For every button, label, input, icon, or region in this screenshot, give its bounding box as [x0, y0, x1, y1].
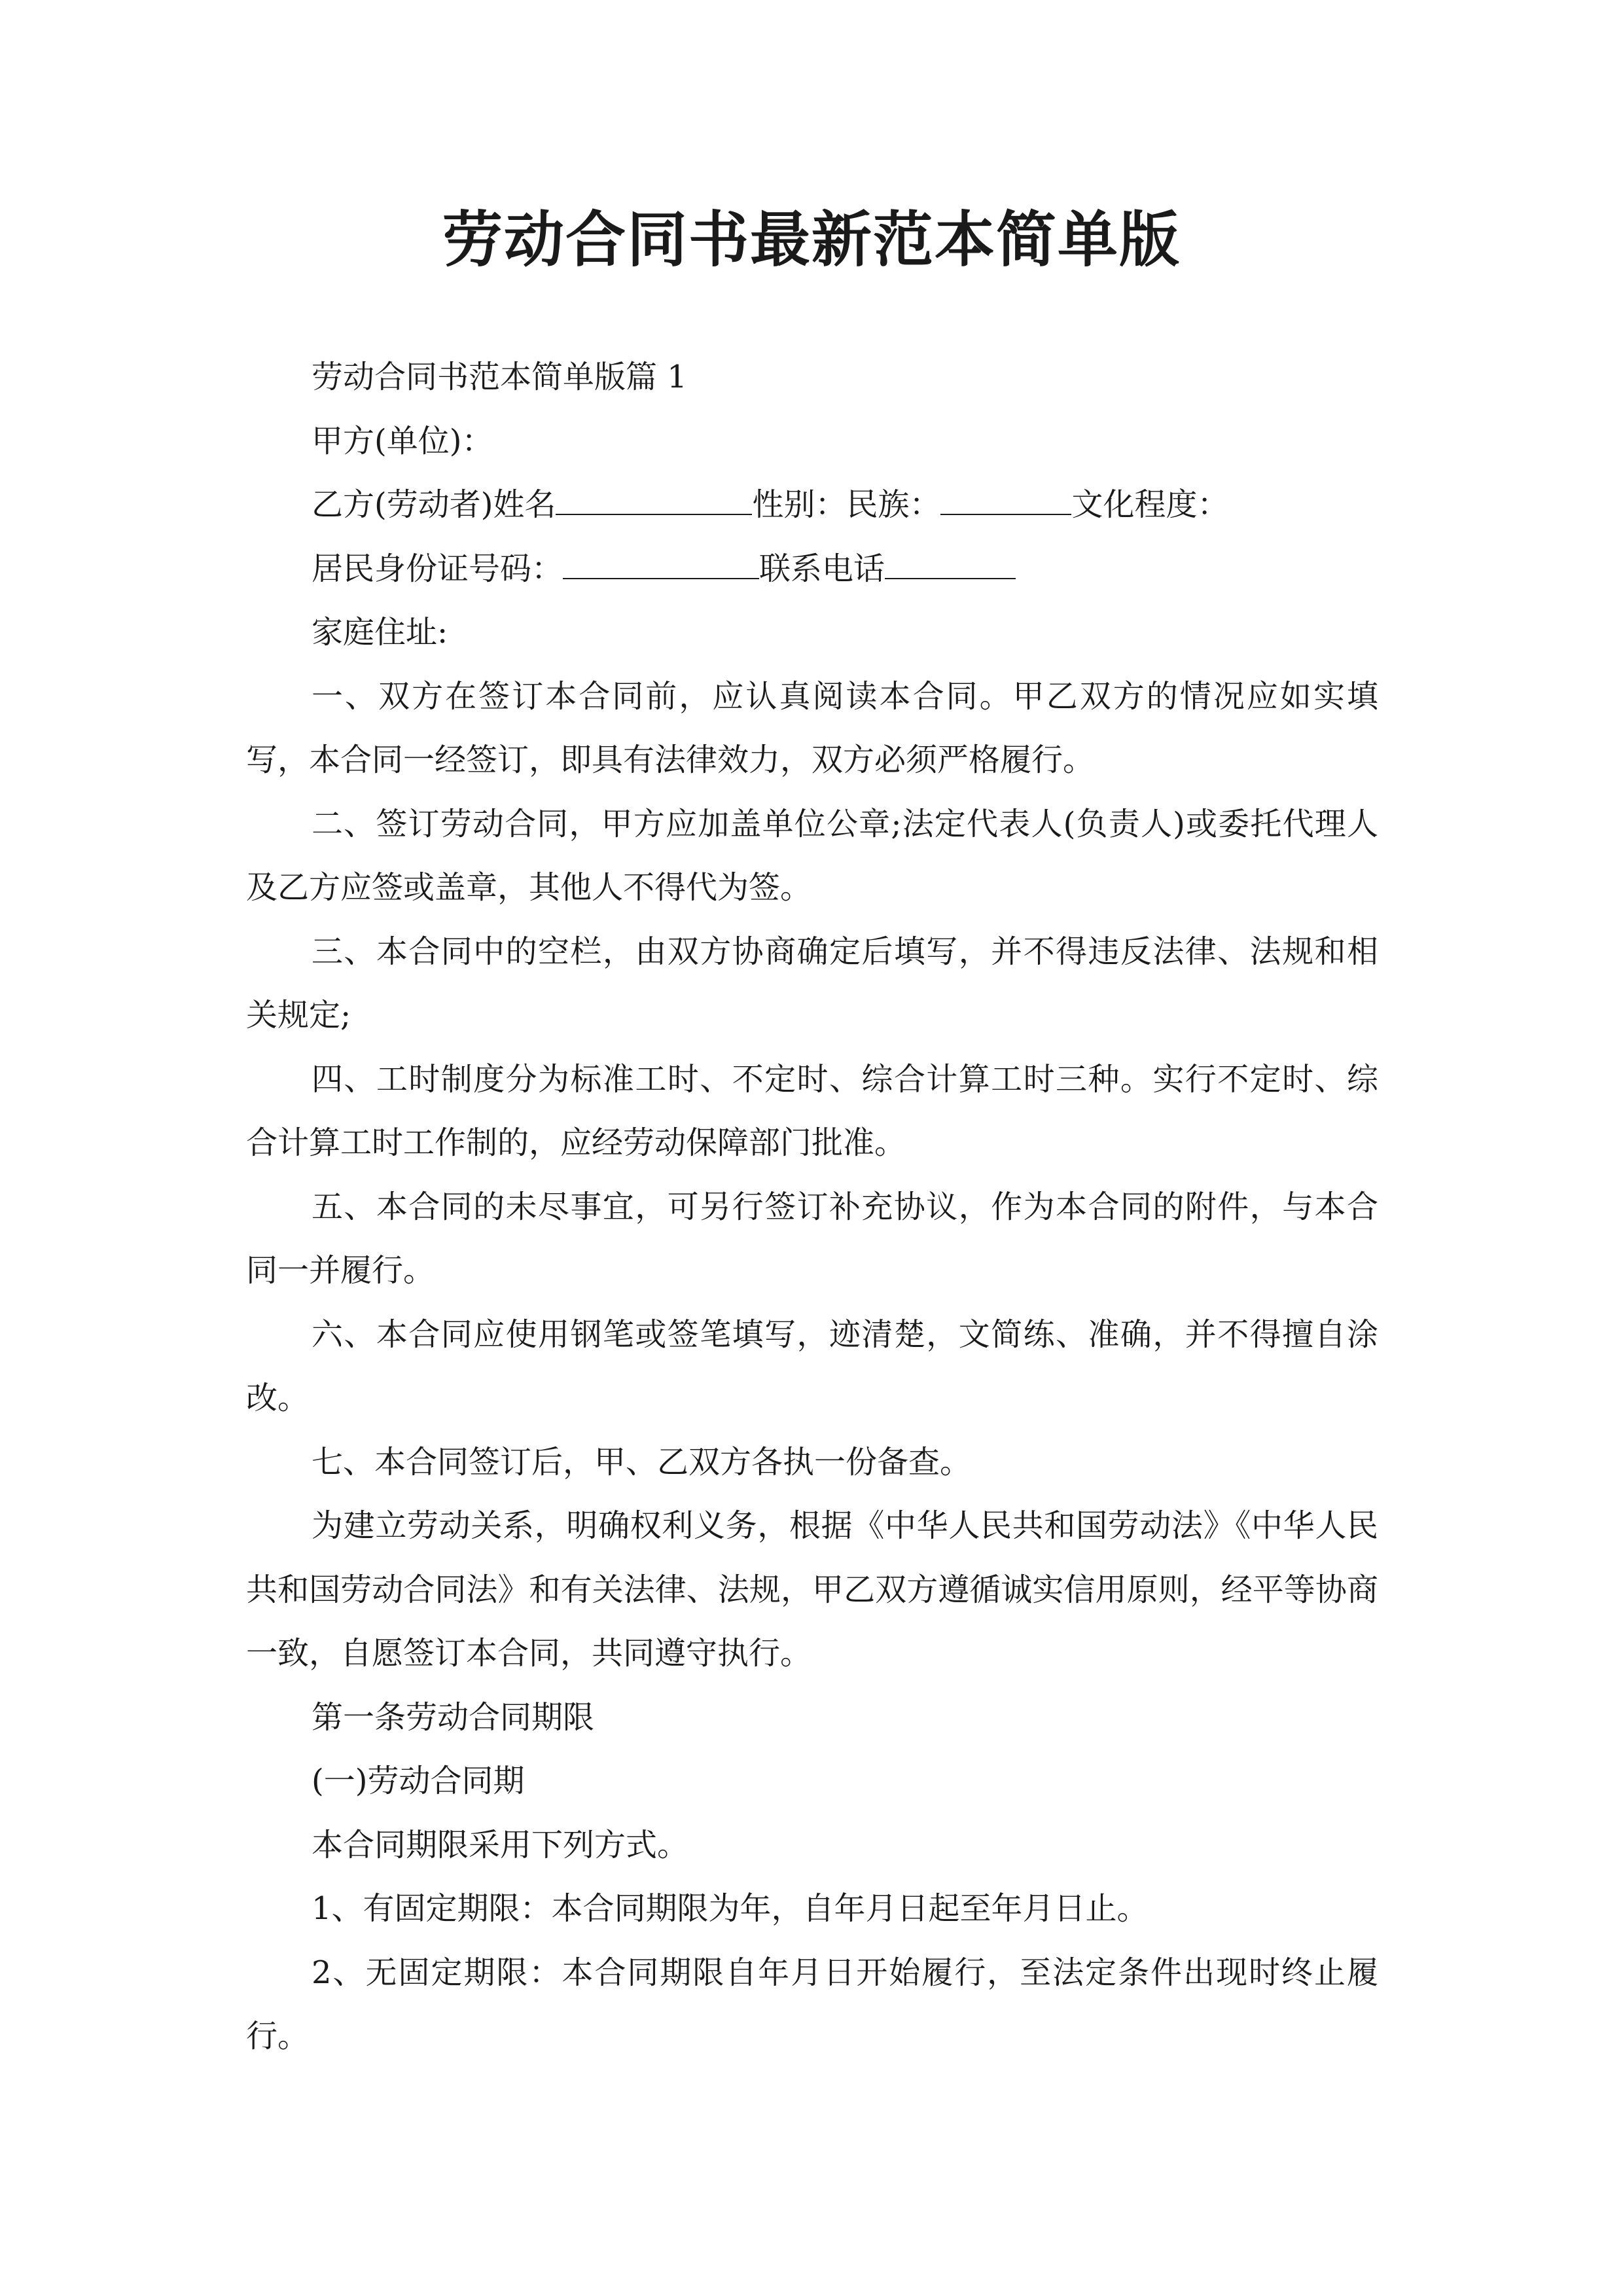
address-line: 家庭住址:	[312, 614, 448, 651]
name-blank	[556, 476, 752, 515]
article-item: 1、有固定期限：本合同期限为年，自年月日起至年月日止。	[312, 1890, 1149, 1927]
party-b-gender-label: 性别：民族：	[752, 486, 941, 523]
party-b-line	[246, 473, 1378, 537]
article-section: (一)劳动合同期	[312, 1763, 525, 1799]
id-number-label: 居民身份证号码：	[312, 550, 563, 587]
party-b-education-label: 文化程度：	[1071, 486, 1229, 523]
section-heading: 劳动合同书范本简单版篇 1	[312, 359, 687, 395]
preamble-paragraph: 为建立劳动关系，明确权利义务，根据《中华人民共和国劳动法》《中华人民共和国劳动合同法》和有关法律、法规，甲乙双方遵循诚实信用原则，经平等协商一致，自愿签订本合同，共同遵守执行。	[246, 1507, 1378, 1672]
note-paragraph: 三、本合同中的空栏，由双方协商确定后填写，并不得违反法律、法规和相关规定;	[246, 933, 1378, 1033]
document-body	[246, 346, 1378, 2069]
note-paragraph: 六、本合同应使用钢笔或签笔填写，迹清楚，文简练、准确，并不得擅自涂改。	[246, 1316, 1378, 1416]
article-title: 第一条劳动合同期限	[312, 1698, 595, 1736]
note-paragraph: 四、工时制度分为标准工时、不定时、综合计算工时三种。实行不定时、综合计算工时工作制的，应经劳动保障部门批准。	[246, 1060, 1378, 1161]
note-paragraph: 二、签订劳动合同，甲方应加盖单位公章;法定代表人(负责人)或委托代理人及乙方应签或盖章，其他人不得代为签。	[246, 805, 1378, 906]
note-paragraph: 七、本合同签订后，甲、乙双方各执一份备查。	[312, 1443, 972, 1480]
document-title: 劳动合同书最新范本简单版	[442, 204, 1181, 275]
id-number-blank	[563, 540, 759, 579]
phone-label: 联系电话	[759, 550, 885, 587]
party-b-name-label: 乙方(劳动者)姓名	[312, 486, 556, 523]
id-line	[246, 537, 1378, 601]
note-paragraph: 一、双方在签订本合同前，应认真阅读本合同。甲乙双方的情况应如实填写，本合同一经签订，即具有法律效力，双方必须严格履行。	[246, 677, 1378, 778]
note-paragraph: 五、本合同的未尽事宜，可另行签订补充协议，作为本合同的附件，与本合同一并履行。	[246, 1188, 1378, 1289]
article-intro: 本合同期限采用下列方式。	[312, 1826, 689, 1863]
phone-blank	[885, 540, 1016, 579]
ethnicity-blank	[940, 476, 1071, 515]
article-item: 2、无固定期限：本合同期限自年月日开始履行，至法定条件出现时终止履行。	[246, 1954, 1378, 2054]
party-a-line: 甲方(单位)：	[312, 422, 493, 459]
